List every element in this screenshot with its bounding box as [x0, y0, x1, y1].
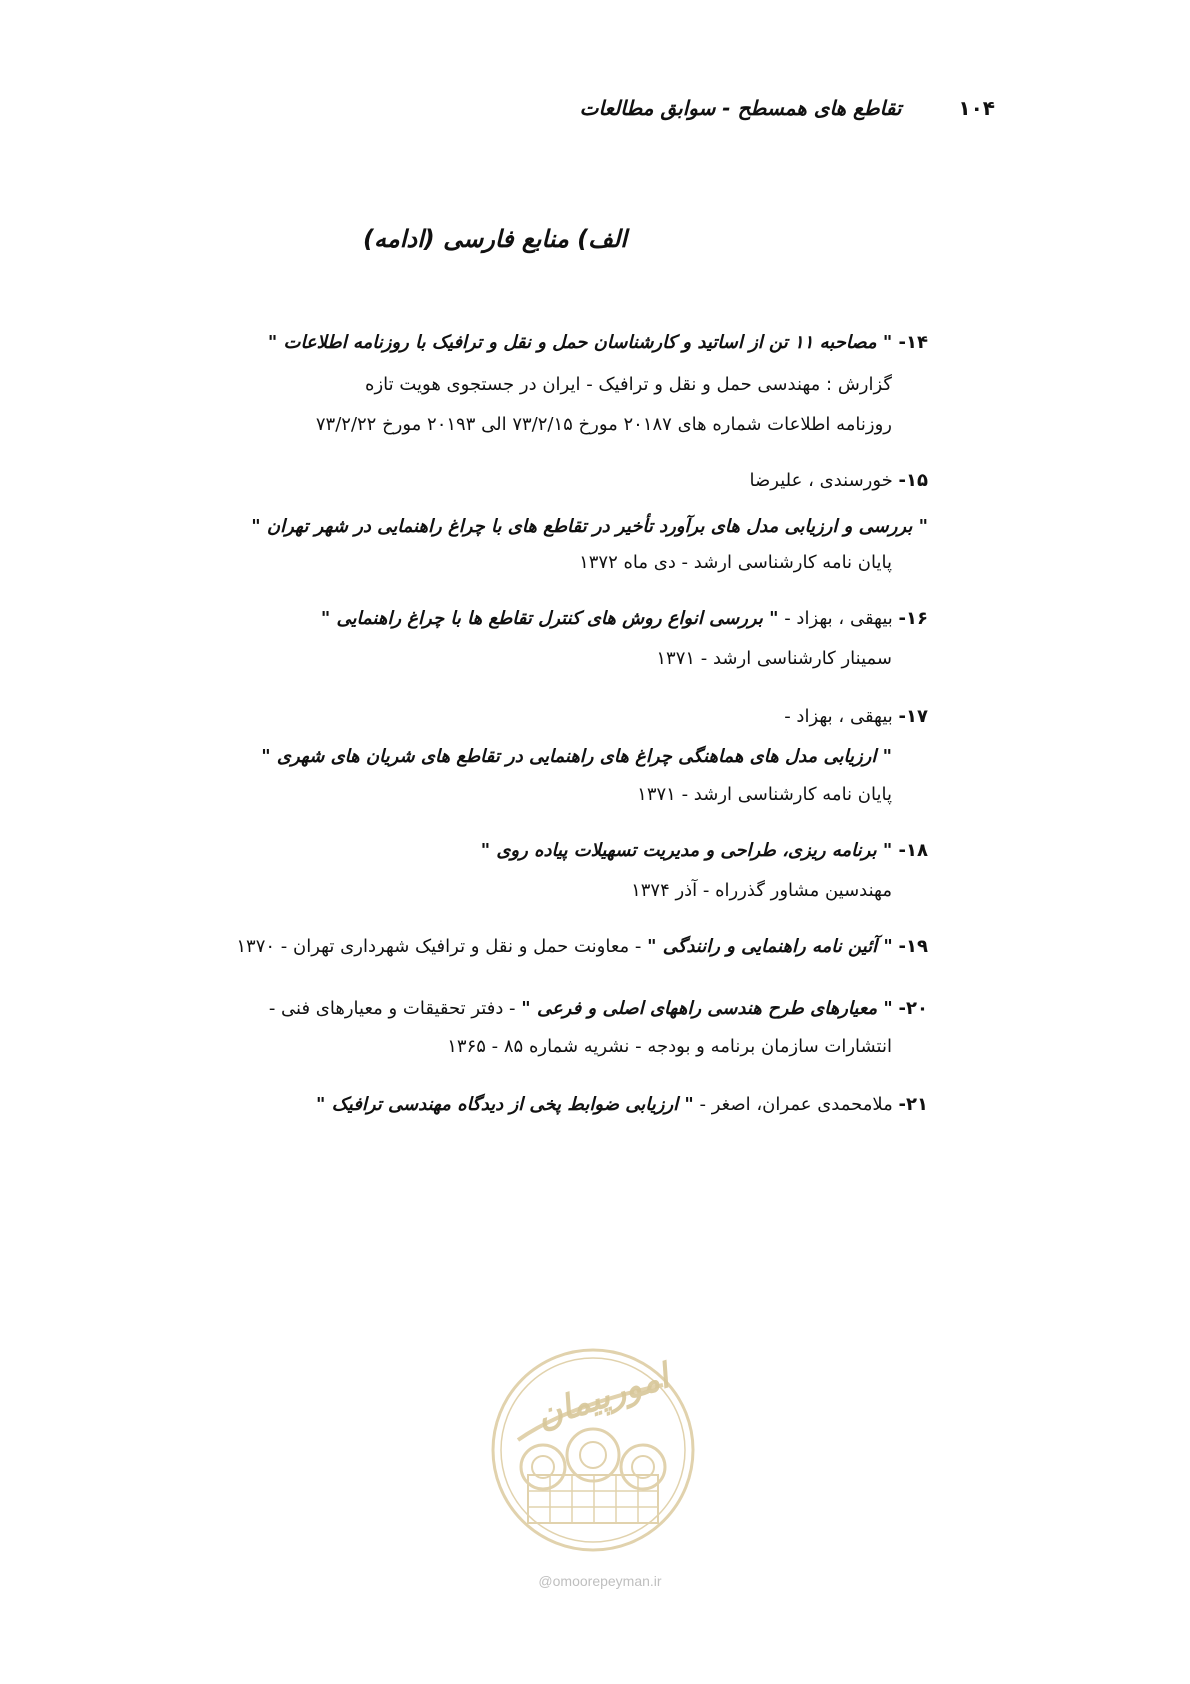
ref-18-line-2: مهندسین مشاور گذرراه - آذر ۱۳۷۴: [631, 880, 892, 901]
ref-17-line-1: [784, 704, 928, 730]
ref-17-line-2: " ارزیابی مدل های هماهنگی چراغ های راهنمایی در تقاطع های شریان های شهری ": [261, 746, 892, 767]
watermark-url: @omoorepeyman.ir: [538, 1573, 662, 1589]
running-title: تقاطع های همسطح - سوابق مطالعات: [579, 96, 902, 120]
ref-19-title: " آئین نامه راهنمایی و رانندگی ": [647, 936, 893, 957]
ref-16-number: ۱۶-: [898, 608, 928, 629]
ref-15-line-3: پایان نامه کارشناسی ارشد - دی ماه ۱۳۷۲: [579, 552, 892, 573]
ref-15-number: ۱۵-: [898, 470, 928, 491]
ref-16-line-2: سمینار کارشناسی ارشد - ۱۳۷۱: [656, 648, 892, 669]
ref-15-line-2: " بررسی و ارزیابی مدل های برآورد تأخیر در تقاطع های با چراغ راهنمایی در شهر تهران ": [251, 516, 928, 537]
ref-18-line-1: [481, 838, 928, 864]
ref-16-author: بیهقی ، بهزاد -: [784, 608, 893, 629]
ref-14-number: ۱۴-: [898, 332, 928, 353]
ref-21-author: ملامحمدی عمران، اصغر -: [699, 1094, 893, 1115]
ref-20-line-2: انتشارات سازمان برنامه و بودجه - نشریه شماره ۸۵ - ۱۳۶۵: [447, 1036, 892, 1057]
section-title: الف) منابع فارسی (ادامه): [363, 225, 627, 253]
ref-14-title: " مصاحبه ۱۱ تن از اساتید و کارشناسان حمل و نقل و ترافیک با روزنامه اطلاعات ": [267, 332, 893, 353]
ref-20-publisher: - دفتر تحقیقات و معیارهای فنی -: [268, 998, 516, 1019]
ref-21-number: ۲۱-: [898, 1094, 928, 1115]
ref-18-title: " برنامه ریزی، طراحی و مدیریت تسهیلات پیاده روی ": [480, 840, 893, 861]
watermark-seal-text: امورپیمان: [531, 1356, 674, 1437]
running-header: [580, 96, 995, 120]
ref-20-number: ۲۰-: [898, 998, 928, 1019]
ref-19-publisher: - معاونت حمل و نقل و ترافیک شهرداری تهران - ۱۳۷۰: [236, 936, 642, 957]
ref-17-number: ۱۷-: [898, 706, 928, 727]
ref-19-line-1: [236, 934, 928, 960]
ref-15-author: خورسندی ، علیرضا: [749, 470, 893, 491]
ref-20-title: " معیارهای طرح هندسی راههای اصلی و فرعی ": [521, 998, 893, 1019]
ref-17-author: بیهقی ، بهزاد -: [784, 706, 893, 727]
ref-15-line-1: [750, 468, 928, 494]
watermark-seal-icon: [488, 1345, 698, 1555]
ref-20-line-1: [269, 996, 928, 1022]
ref-21-line-1: [316, 1092, 928, 1118]
ref-14-line-1: [268, 330, 928, 356]
ref-16-title: " بررسی انواع روش های کنترل تقاطع ها با چراغ راهنمایی ": [320, 608, 779, 629]
ref-14-line-2: گزارش : مهندسی حمل و نقل و ترافیک - ایران در جستجوی هویت تازه: [365, 374, 892, 395]
ref-14-line-3: روزنامه اطلاعات شماره های ۲۰۱۸۷ مورخ ۷۳/۲/۱۵ الی ۲۰۱۹۳ مورخ ۷۳/۲/۲۲: [315, 414, 892, 435]
ref-16-line-1: [321, 606, 928, 632]
ref-19-number: ۱۹-: [898, 936, 928, 957]
ref-18-number: ۱۸-: [898, 840, 928, 861]
ref-21-title: " ارزیابی ضوابط پخی از دیدگاه مهندسی ترافیک ": [316, 1094, 694, 1115]
ref-17-line-3: پایان نامه کارشناسی ارشد - ۱۳۷۱: [637, 784, 892, 805]
page-number: ۱۰۴: [958, 96, 995, 120]
